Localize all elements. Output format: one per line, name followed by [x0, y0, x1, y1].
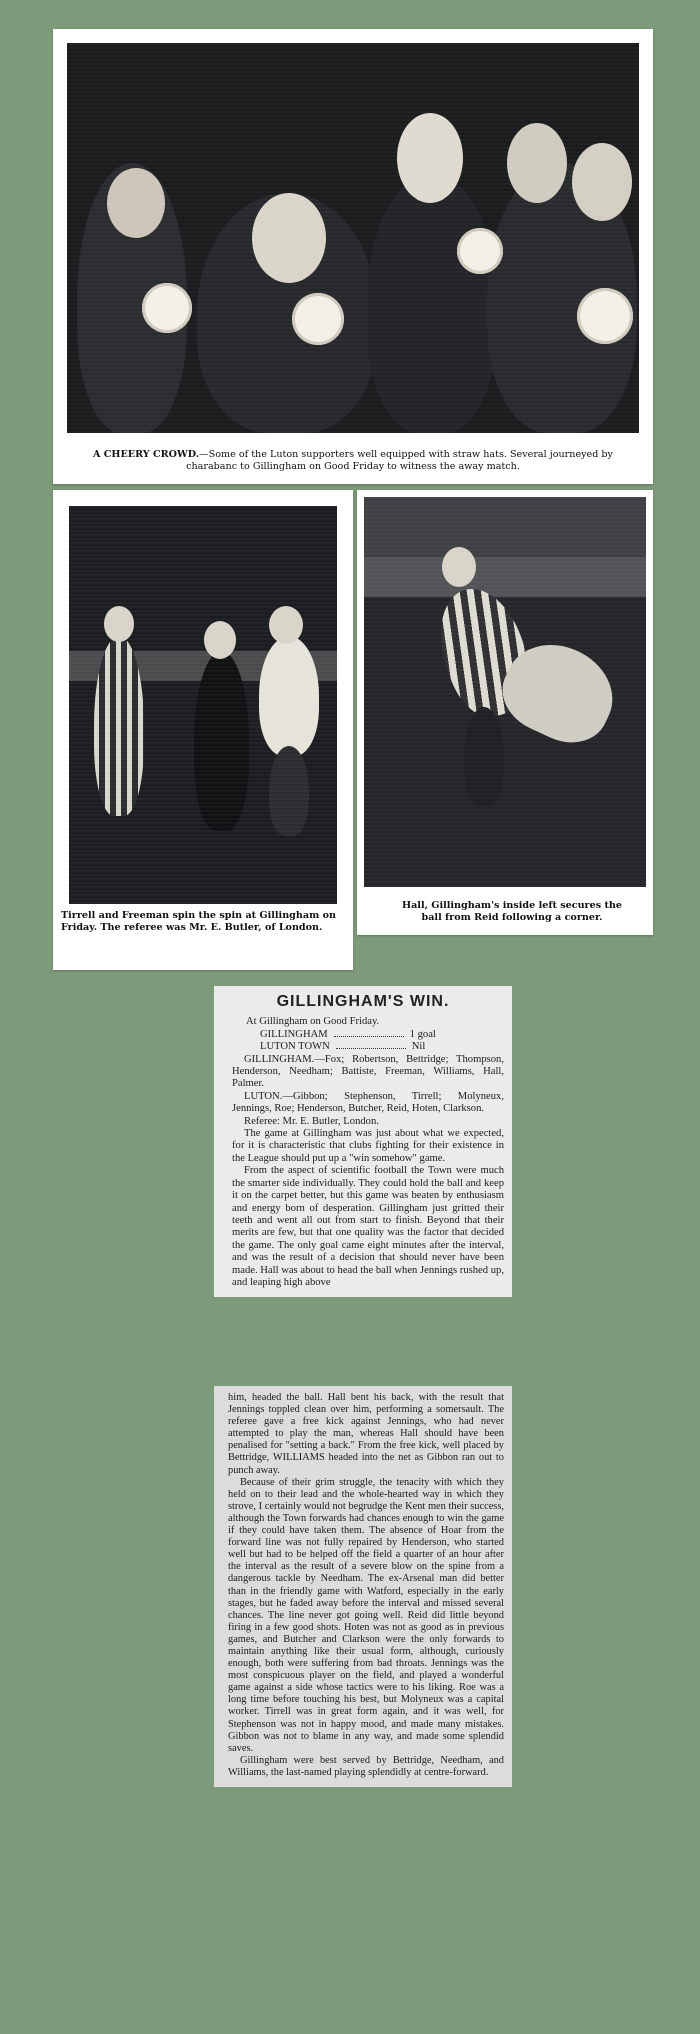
- article-part-2: [214, 1386, 512, 1787]
- article-para-3: Because of their grim struggle, the tenacity with which they held on to their lead and the whole-hearted way in which they strove, I certainly would not begrudge the Kent men their success, although the Town forwards had chances enough to win the game if they could have taken them. The absence of Hoar from the forward line was not fully repaired by Henderson, who started well but had to be helped off the field a quarter of an hour after the interval as the result of a severe blow on the spine from a dangerous tackle by Needham. The ex-Arsenal man did better than in the friendly game with Watford, especially in the early stages, but he faded away before the interval and missed several chances. The line never got going well. Reid did little beyond firing in a few good shots. Hoten was not as good as in previous games, and Butcher and Clarkson were the only forwards to maintain anything like their usual form, although, curiously enough, both were suffering from bad throats. Jennings was the most conspicuous player on the field, and played a wonderful game against a side whose tactics were to his liking. Roe was a long time before touching his best, but Molyneux was a capital worker. Tirrell was in great form again, and it was well, for Stephenson was not in happy mood, and made many mistakes. Gibbon was not to blame in any way, and made some splendid saves.: [228, 1476, 504, 1754]
- corner-photo: [364, 497, 646, 887]
- spin-photo-card: [53, 490, 353, 970]
- article-para-2-cont: him, headed the ball. Hall bent his back, with the result that Jennings toppled clean over him, performing a somersault. The referee gave a free kick against Jennings, who had never attempted to play the man, whereas Hall should have been penalised for "setting a back." From the free kick, well placed by Bettridge, WILLIAMS headed into the net as Gibbon ran out to punch away.: [228, 1392, 504, 1476]
- corner-caption: Hall, Gillingham's inside left secures the ball from Reid following a corner.: [402, 900, 622, 923]
- crowd-photo: [67, 43, 639, 433]
- crowd-photo-card: [53, 29, 653, 484]
- luton-lineup: LUTON.—Gibbon; Stephenson, Tirrell; Molyneux, Jennings, Roe; Henderson, Butcher, Reid, Hoten, Clarkson.: [232, 1090, 504, 1115]
- gillingham-lineup: GILLINGHAM.—Fox; Robertson, Bettridge; Thompson, Henderson, Needham; Battiste, Freeman, Williams, Hall, Palmer.: [232, 1053, 504, 1090]
- crowd-caption: A CHEERY CROWD.—Some of the Luton supporters well equipped with straw hats. Several journeyed by charabanc to Gillingham on Good Friday to witness the away match.: [93, 449, 613, 472]
- article-part-1: [214, 986, 512, 1297]
- article-para-1: The game at Gillingham was just about what we expected, for it is characteristic that clubs fighting for their existence in the League should put up a "win somehow" game.: [232, 1128, 504, 1164]
- score-row-luton: LUTON TOWN Nil: [260, 1041, 426, 1053]
- article-title: GILLINGHAM'S WIN.: [276, 993, 450, 1010]
- score-row-gillingham: GILLINGHAM 1 goal: [260, 1028, 436, 1040]
- corner-photo-card: [357, 490, 653, 935]
- referee-line: Referee: Mr. E. Butler, London.: [244, 1115, 379, 1127]
- article-para-4: Gillingham were best served by Bettridge, Needham, and Williams, the last-named playing splendidly at centre-forward.: [228, 1754, 504, 1778]
- spin-caption: Tirrell and Freeman spin the spin at Gillingham on Friday. The referee was Mr. E. Butler, of London.: [61, 910, 336, 933]
- article-para-2: From the aspect of scientific football the Town were much the smarter side individually. They could hold the ball and keep it on the carpet better, but this game was beaten by enthusiasm and energy born of desperation. Gillingham just gritted their teeth and went all out from start to finish. Beyond that their merits are few, but that one quality was the factor that decided the game. The only goal came eight minutes after the interval, and was the result of a decision that should never have been made. Hall was about to head the ball when Jennings rushed up, and leaping high above: [232, 1165, 504, 1288]
- article-venue: At Gillingham on Good Friday.: [246, 1016, 380, 1028]
- spin-photo: [69, 506, 337, 904]
